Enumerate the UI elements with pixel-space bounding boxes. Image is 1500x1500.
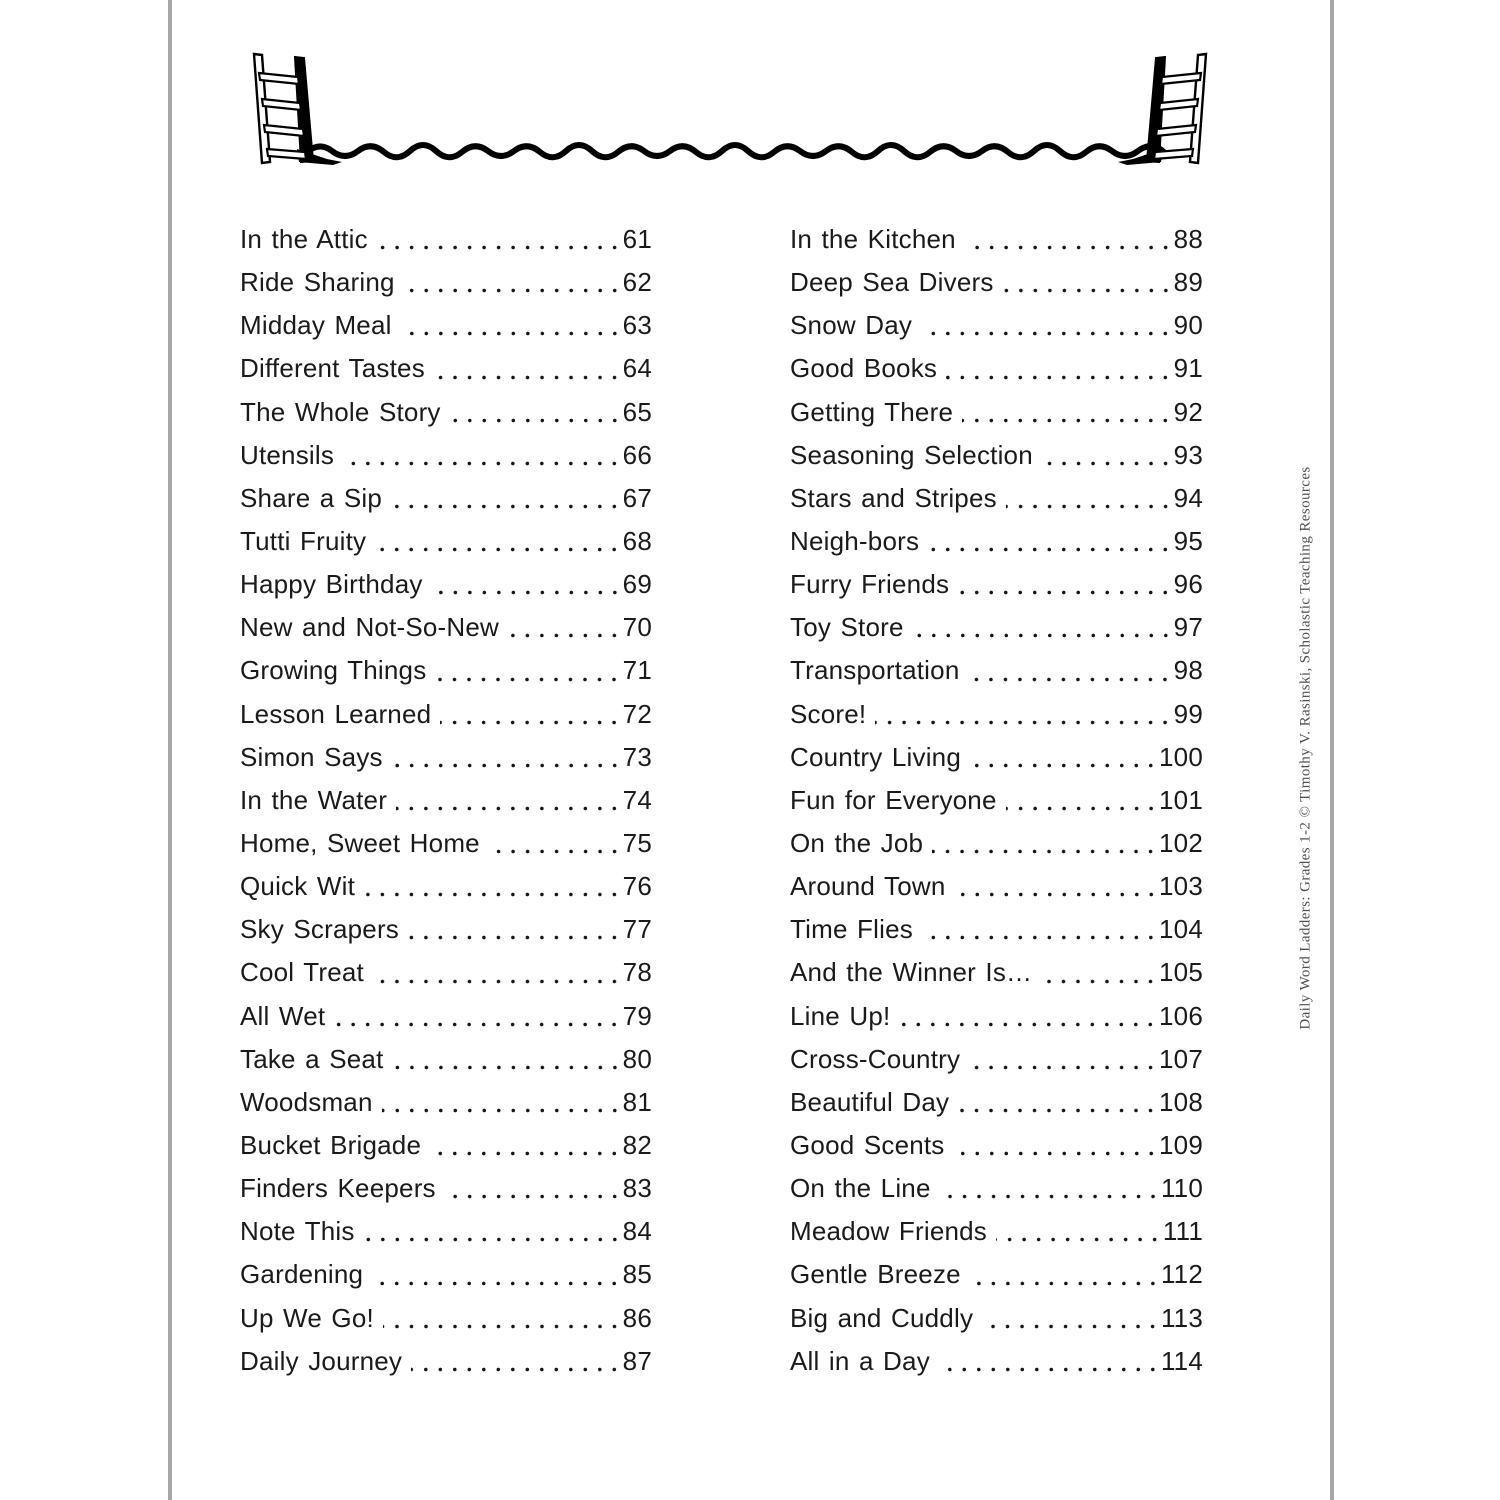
toc-entry-title: Around Town: [790, 871, 946, 902]
toc-entry: [240, 951, 652, 994]
toc-entry: [240, 434, 652, 477]
toc-entry-page-number: 83: [622, 1173, 652, 1204]
toc-entry-title: Neigh-bors: [790, 526, 920, 557]
toc-entry-title: Beautiful Day: [790, 1086, 950, 1117]
toc-entry-title: Share a Sip: [240, 482, 383, 513]
toc-entry-page-number: 75: [622, 828, 652, 859]
toc-entry-title: Take a Seat: [240, 1043, 384, 1074]
toc-entry: [790, 649, 1203, 692]
dot-leader-icon: [958, 1081, 1159, 1124]
toc-entry-title: Home, Sweet Home: [240, 828, 480, 859]
toc-entry-page-number: 102: [1159, 828, 1203, 859]
toc-entry-title: Country Living: [790, 741, 961, 772]
toc-entry-page-number: 112: [1160, 1259, 1203, 1290]
toc-entry: [240, 520, 652, 563]
toc-entry: [790, 951, 1203, 994]
dot-leader-icon: [401, 304, 623, 347]
toc-entry-page-number: 77: [622, 914, 652, 945]
toc-entry-title: Bucket Brigade: [240, 1130, 422, 1161]
toc-column-left: [240, 218, 652, 1383]
dot-leader-icon: [913, 606, 1174, 649]
dot-leader-icon: [372, 1253, 622, 1296]
dot-leader-icon: [392, 736, 623, 779]
toc-entry: [790, 1167, 1203, 1210]
dot-leader-icon: [921, 304, 1174, 347]
toc-entry-title: All Wet: [240, 1000, 326, 1031]
toc-entry-title: Furry Friends: [790, 569, 950, 600]
toc-entry-page-number: 98: [1173, 655, 1203, 686]
toc-entry: [240, 1167, 652, 1210]
toc-entry-title: And the Winner Is…: [790, 957, 1033, 988]
toc-entry: [790, 1210, 1203, 1253]
toc-entry-page-number: 88: [1173, 224, 1203, 255]
dot-leader-icon: [970, 736, 1159, 779]
toc-entry: [240, 1081, 652, 1124]
toc-entry-title: Growing Things: [240, 655, 427, 686]
dot-leader-icon: [375, 520, 622, 563]
toc-entry: [240, 1124, 652, 1167]
toc-entry: [240, 477, 652, 520]
toc-entry-page-number: 86: [622, 1302, 652, 1333]
toc-entry: [240, 1340, 652, 1383]
toc-entry: [790, 736, 1203, 779]
dot-leader-icon: [382, 1081, 623, 1124]
toc-entry-title: Tutti Fruity: [240, 526, 367, 557]
ladders-decoration: [230, 46, 1230, 178]
toc-entry-title: Seasoning Selection: [790, 439, 1033, 470]
dot-leader-icon: [875, 693, 1173, 736]
page-edge-left: [168, 0, 172, 1500]
toc-entry-title: Good Books: [790, 353, 938, 384]
toc-entry-title: Ride Sharing: [240, 267, 395, 298]
toc-entry-title: Up We Go!: [240, 1302, 374, 1333]
toc-entry-title: Cool Treat: [240, 957, 364, 988]
toc-entry-page-number: 105: [1159, 957, 1203, 988]
toc-entry-page-number: 100: [1159, 741, 1203, 772]
toc-entry-page-number: 64: [622, 353, 652, 384]
toc-entry: [790, 218, 1203, 261]
toc-entry: [790, 865, 1203, 908]
toc-entry: [240, 261, 652, 304]
toc-entry-page-number: 92: [1173, 396, 1203, 427]
toc-entry: [240, 822, 652, 865]
toc-entry-page-number: 93: [1173, 439, 1203, 470]
toc-entry-title: In the Kitchen: [790, 224, 956, 255]
toc-entry-title: Finders Keepers: [240, 1173, 436, 1204]
toc-entry: [790, 563, 1203, 606]
dot-leader-icon: [1003, 261, 1174, 304]
toc-entry-title: Gentle Breeze: [790, 1259, 961, 1290]
toc-entry-page-number: 108: [1159, 1086, 1203, 1117]
dot-leader-icon: [969, 1038, 1159, 1081]
toc-entry-page-number: 104: [1159, 914, 1203, 945]
toc-entry: [790, 1081, 1203, 1124]
toc-entry-page-number: 96: [1173, 569, 1203, 600]
dot-leader-icon: [968, 649, 1173, 692]
toc-entry: [790, 261, 1203, 304]
toc-entry-page-number: 99: [1173, 698, 1203, 729]
toc-entry-page-number: 111: [1162, 1216, 1203, 1247]
toc-column-right: [790, 218, 1203, 1383]
toc-entry-page-number: 71: [622, 655, 652, 686]
toc-entry-page-number: 65: [622, 396, 652, 427]
toc-entry-title: Score!: [790, 698, 867, 729]
toc-entry-page-number: 69: [622, 569, 652, 600]
dot-leader-icon: [411, 1340, 623, 1383]
toc-entry-page-number: 70: [622, 612, 652, 643]
toc-entry-title: Time Flies: [790, 914, 913, 945]
toc-entry: [790, 1340, 1203, 1383]
dot-leader-icon: [1042, 434, 1174, 477]
dot-leader-icon: [489, 822, 623, 865]
dot-leader-icon: [391, 477, 623, 520]
toc-entry-title: In the Water: [240, 784, 388, 815]
toc-entry-page-number: 81: [622, 1086, 652, 1117]
dot-leader-icon: [899, 995, 1159, 1038]
toc-entry: [240, 218, 652, 261]
toc-entry-page-number: 63: [622, 310, 652, 341]
toc-entry-page-number: 67: [622, 482, 652, 513]
toc-entry-page-number: 76: [622, 871, 652, 902]
toc-entry-title: In the Attic: [240, 224, 368, 255]
toc-entry: [240, 1210, 652, 1253]
toc-entry-title: Happy Birthday: [240, 569, 423, 600]
dot-leader-icon: [364, 865, 623, 908]
dot-leader-icon: [364, 1210, 623, 1253]
toc-entry-page-number: 97: [1173, 612, 1203, 643]
toc-entry-title: Deep Sea Divers: [790, 267, 994, 298]
dot-leader-icon: [434, 347, 623, 390]
toc-entry-title: Gardening: [240, 1259, 364, 1290]
toc-entry-page-number: 107: [1159, 1043, 1203, 1074]
toc-entry: [790, 1253, 1203, 1296]
toc-entry: [790, 347, 1203, 390]
toc-entry-title: Transportation: [790, 655, 960, 686]
toc-entry-page-number: 66: [622, 439, 652, 470]
toc-entry-page-number: 85: [622, 1259, 652, 1290]
dot-leader-icon: [508, 606, 623, 649]
toc-entry-page-number: 87: [622, 1345, 652, 1376]
toc-entry: [790, 779, 1203, 822]
dot-leader-icon: [435, 649, 622, 692]
toc-entry-page-number: 79: [622, 1000, 652, 1031]
dot-leader-icon: [383, 1297, 623, 1340]
dot-leader-icon: [343, 434, 623, 477]
toc-entry-title: Woodsman: [240, 1086, 373, 1117]
toc-entry-title: Stars and Stripes: [790, 482, 997, 513]
toc-entry-page-number: 84: [622, 1216, 652, 1247]
toc-entry-title: Note This: [240, 1216, 355, 1247]
toc-entry-title: Getting There: [790, 396, 954, 427]
dot-leader-icon: [955, 865, 1160, 908]
toc-entry: [240, 1253, 652, 1296]
dot-leader-icon: [450, 391, 623, 434]
toc-entry: [790, 520, 1203, 563]
toc-entry: [790, 391, 1203, 434]
toc-entry-title: Fun for Everyone: [790, 784, 997, 815]
toc-entry-title: Snow Day: [790, 310, 913, 341]
toc-entry-title: Simon Says: [240, 741, 383, 772]
toc-entry-title: Meadow Friends: [790, 1216, 987, 1247]
toc-entry-title: All in a Day: [790, 1345, 930, 1376]
toc-entry: [790, 822, 1203, 865]
toc-entry-title: Big and Cuddly: [790, 1302, 974, 1333]
toc-entry: [240, 347, 652, 390]
toc-entry-title: On the Job: [790, 828, 924, 859]
toc-entry: [240, 865, 652, 908]
toc-entry-page-number: 78: [622, 957, 652, 988]
dot-leader-icon: [445, 1167, 623, 1210]
dot-leader-icon: [377, 218, 623, 261]
toc-entry: [240, 563, 652, 606]
toc-entry: [240, 391, 652, 434]
dot-leader-icon: [334, 995, 622, 1038]
dot-leader-icon: [922, 908, 1159, 951]
toc-entry-page-number: 91: [1173, 353, 1203, 384]
toc-entry-page-number: 109: [1159, 1130, 1203, 1161]
toc-entry-title: Daily Journey: [240, 1345, 403, 1376]
toc-entry-page-number: 80: [622, 1043, 652, 1074]
toc-entry-page-number: 62: [622, 267, 652, 298]
toc-entry: [790, 995, 1203, 1038]
toc-entry-page-number: 106: [1159, 1000, 1203, 1031]
dot-leader-icon: [404, 261, 623, 304]
toc-entry: [790, 908, 1203, 951]
dot-leader-icon: [373, 951, 623, 994]
dot-leader-icon: [928, 520, 1174, 563]
toc-entry-title: Toy Store: [790, 612, 904, 643]
dot-leader-icon: [996, 1210, 1163, 1253]
copyright-sidebar: Daily Word Ladders: Grades 1-2 © Timothy V. Rasinski, Scholastic Teaching Resources: [1297, 466, 1314, 1030]
dot-leader-icon: [970, 1253, 1161, 1296]
toc-entry-title: On the Line: [790, 1173, 931, 1204]
toc-entry-page-number: 103: [1159, 871, 1203, 902]
dot-leader-icon: [962, 391, 1174, 434]
dot-leader-icon: [1006, 779, 1159, 822]
toc-entry: [240, 606, 652, 649]
dot-leader-icon: [940, 1167, 1161, 1210]
toc-entry-page-number: 72: [622, 698, 652, 729]
dot-leader-icon: [982, 1297, 1161, 1340]
toc-entry-title: Sky Scrapers: [240, 914, 400, 945]
toc-entry-page-number: 61: [622, 224, 652, 255]
toc-entry: [240, 1297, 652, 1340]
dot-leader-icon: [430, 1124, 623, 1167]
dot-leader-icon: [393, 1038, 623, 1081]
table-of-contents: [240, 218, 1203, 1383]
dot-leader-icon: [939, 1340, 1161, 1383]
toc-entry: [240, 908, 652, 951]
dot-leader-icon: [408, 908, 623, 951]
toc-entry: [790, 693, 1203, 736]
dot-leader-icon: [396, 779, 623, 822]
toc-entry-page-number: 95: [1173, 526, 1203, 557]
toc-entry-title: Line Up!: [790, 1000, 891, 1031]
dot-leader-icon: [440, 693, 622, 736]
toc-entry-title: Utensils: [240, 439, 335, 470]
toc-entry: [240, 995, 652, 1038]
toc-entry: [240, 779, 652, 822]
toc-entry: [790, 1297, 1203, 1340]
toc-entry: [240, 649, 652, 692]
toc-entry: [790, 304, 1203, 347]
dot-leader-icon: [1041, 951, 1159, 994]
toc-entry-title: Different Tastes: [240, 353, 425, 384]
wavy-rope: [306, 145, 1164, 157]
toc-entry: [790, 606, 1203, 649]
toc-entry-title: Lesson Learned: [240, 698, 432, 729]
toc-entry-page-number: 101: [1159, 784, 1203, 815]
dot-leader-icon: [946, 347, 1174, 390]
toc-entry: [240, 1038, 652, 1081]
toc-entry-page-number: 82: [622, 1130, 652, 1161]
toc-entry-page-number: 113: [1160, 1302, 1203, 1333]
toc-entry: [240, 736, 652, 779]
toc-entry-title: New and Not-So-New: [240, 612, 500, 643]
toc-entry: [790, 1124, 1203, 1167]
toc-entry-page-number: 114: [1160, 1345, 1203, 1376]
dot-leader-icon: [1006, 477, 1174, 520]
toc-entry: [240, 693, 652, 736]
dot-leader-icon: [954, 1124, 1160, 1167]
toc-entry-title: Midday Meal: [240, 310, 392, 341]
toc-entry-page-number: 94: [1173, 482, 1203, 513]
dot-leader-icon: [432, 563, 623, 606]
dot-leader-icon: [965, 218, 1174, 261]
page-edge-right: [1330, 0, 1334, 1500]
toc-entry-title: Quick Wit: [240, 871, 356, 902]
toc-entry: [790, 434, 1203, 477]
toc-entry-page-number: 73: [622, 741, 652, 772]
toc-entry-page-number: 68: [622, 526, 652, 557]
toc-entry-title: Cross-Country: [790, 1043, 961, 1074]
toc-entry: [790, 477, 1203, 520]
toc-entry-page-number: 110: [1160, 1173, 1203, 1204]
toc-entry-title: Good Scents: [790, 1130, 945, 1161]
toc-entry-page-number: 74: [622, 784, 652, 815]
toc-entry-title: The Whole Story: [240, 396, 441, 427]
dot-leader-icon: [932, 822, 1159, 865]
dot-leader-icon: [958, 563, 1173, 606]
toc-entry: [790, 1038, 1203, 1081]
toc-entry-page-number: 90: [1173, 310, 1203, 341]
toc-entry-page-number: 89: [1173, 267, 1203, 298]
toc-entry: [240, 304, 652, 347]
